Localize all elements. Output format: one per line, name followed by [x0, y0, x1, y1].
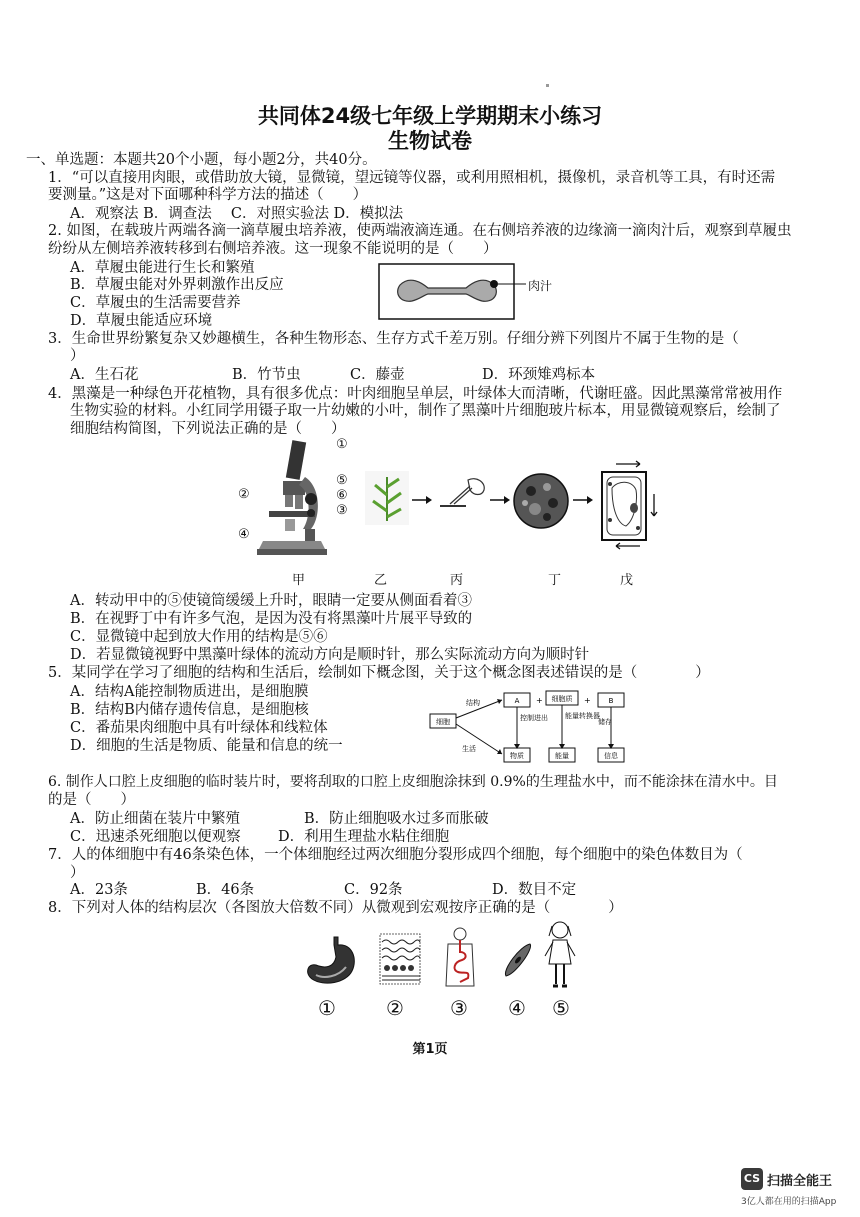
- concept-map: [428, 688, 638, 768]
- q6-stem-line1: 6. 制作人口腔上皮细胞的临时装片时，要将刮取的口腔上皮细胞涂抹到 0.9%的生理盐水中，而不能涂抹在清水中。目: [48, 774, 778, 790]
- q8-stem: 8．下列对人体的结构层次（各图放大倍数不同）从微观到宏观按序正确的是（ ）: [48, 900, 623, 916]
- num-4: ④: [238, 527, 250, 542]
- q3-option-b: B．竹节虫: [232, 367, 301, 383]
- q6-option-a: A．防止细菌在装片中繁殖: [70, 811, 240, 827]
- q1-stem-line1: 1．“可以直接用肉眼，或借助放大镜，显微镜，望远镜等仪器，或利用照相机，摄像机，录音机等工具，有时还需: [48, 170, 776, 186]
- q6-option-c: C．迅速杀死细胞以便观察: [70, 829, 241, 845]
- q3-stem-line2: ）: [70, 348, 85, 364]
- q7-option-d: D．数目不定: [492, 882, 577, 898]
- q2-stem-line1: 2. 如图，在载玻片两端各滴一滴草履虫培养液，使两端液滴连通。在右侧培养液的边缘滴一滴肉汁后，观察到草履虫: [48, 223, 792, 239]
- svg-text:储存: 储存: [598, 718, 612, 726]
- q3-option-a: A．生石花: [70, 367, 139, 383]
- q7-option-c: C．92条: [344, 882, 403, 898]
- num-5: ⑤: [336, 473, 348, 488]
- q4-option-a: A．转动甲中的⑤使镜筒缓缓上升时，眼睛一定要从侧面看着③: [70, 593, 472, 609]
- microscope-view-icon: [513, 473, 569, 529]
- q3-option-c: C．藤壶: [350, 367, 405, 383]
- svg-text:+: +: [536, 696, 543, 705]
- girl-icon: [543, 920, 577, 992]
- label-bing: 丙: [450, 573, 464, 588]
- svg-text:B: B: [608, 697, 614, 705]
- arrow-icon: [490, 495, 510, 505]
- q4-option-c: C．显微镜中起到放大作用的结构是⑤⑥: [70, 629, 328, 645]
- q5-stem: 5．某同学在学习了细胞的结构和生活后，绘制如下概念图，关于这个概念图表述错误的是（ ）: [48, 665, 710, 681]
- tissue-icon: [378, 932, 422, 986]
- page-mark: [546, 84, 549, 87]
- q7-option-b: B．46条: [196, 882, 255, 898]
- svg-text:能量: 能量: [555, 752, 569, 760]
- svg-text:结构: 结构: [466, 699, 480, 707]
- q5-option-b: B．结构B内储存遗传信息，是细胞核: [70, 702, 309, 718]
- svg-text:能量转换器: 能量转换器: [565, 712, 600, 720]
- q5-option-d: D．细胞的生活是物质、能量和信息的统一: [70, 738, 343, 754]
- q8-num-5: ⑤: [552, 996, 570, 1020]
- label-ding: 丁: [548, 573, 562, 588]
- q2-stem-line2: 纷纷从左侧培养液转移到右侧培养液。这一现象不能说明的是（ ）: [48, 241, 498, 257]
- svg-text:细胞: 细胞: [436, 718, 450, 726]
- q2-option-c: C．草履虫的生活需要营养: [70, 295, 241, 311]
- cell-icon: [500, 940, 536, 980]
- q5-option-a: A．结构A能控制物质进出，是细胞膜: [70, 684, 309, 700]
- plant-cell-icon: [596, 460, 660, 550]
- elodea-plant-icon: [365, 471, 409, 525]
- label-wu: 戊: [620, 573, 634, 588]
- exam-subtitle: 生物试卷: [388, 129, 472, 153]
- digestive-system-icon: [440, 926, 480, 990]
- label-jia: 甲: [292, 573, 306, 588]
- q8-num-1: ①: [318, 996, 336, 1020]
- camscanner-tagline: 3亿人都在用的扫描App: [741, 1197, 837, 1207]
- q1-stem-line2: 要测量。”这是对下面哪种科学方法的描述（ ）: [48, 187, 368, 203]
- page-number: 第1页: [412, 1042, 448, 1057]
- q3-option-d: D．环颈雉鸡标本: [482, 367, 596, 383]
- q7-stem-line2: ）: [70, 865, 85, 881]
- q5-option-c: C．番茄果肉细胞中具有叶绿体和线粒体: [70, 720, 328, 736]
- q4-stem-line3: 细胞结构简图，下列说法正确的是（ ）: [70, 421, 346, 437]
- q6-stem-line2: 的是（ ）: [48, 792, 135, 808]
- label-yi: 乙: [374, 573, 388, 588]
- q2-option-b: B．草履虫能对外界刺激作出反应: [70, 277, 284, 293]
- svg-text:物质: 物质: [510, 752, 524, 760]
- q7-stem-line1: 7．人的体细胞中有46条染色体，一个体细胞经过两次细胞分裂形成四个细胞，每个细胞中的染色体数目为（: [48, 847, 743, 863]
- q6-option-b: B．防止细胞吸水过多而胀破: [304, 811, 489, 827]
- num-2: ②: [238, 487, 250, 502]
- q8-num-4: ④: [508, 996, 526, 1020]
- q8-num-3: ③: [450, 996, 468, 1020]
- q1-options: A．观察法 B．调查法 C．对照实验法 D．模拟法: [70, 206, 404, 222]
- svg-text:控制进出: 控制进出: [520, 714, 548, 722]
- exam-title: 共同体24级七年级上学期期末小练习: [257, 104, 603, 128]
- q4-stem-line2: 生物实验的材料。小红同学用镊子取一片幼嫩的小叶，制作了黑藻叶片细胞玻片标本，用显微镜观察后，绘制了: [70, 403, 781, 419]
- arrow-icon: [412, 495, 432, 505]
- q2-option-d: D．草履虫能适应环境: [70, 313, 213, 329]
- stomach-icon: [302, 935, 360, 987]
- microscope-icon: [255, 437, 335, 562]
- meat-juice-label: 肉汁: [528, 279, 553, 293]
- svg-text:信息: 信息: [604, 752, 618, 760]
- camscanner-name: 扫描全能王: [767, 1174, 833, 1189]
- svg-text:+: +: [584, 696, 591, 705]
- q3-stem-line1: 3．生命世界纷繁复杂又妙趣横生，各种生物形态、生存方式千差万别。仔细分辨下列图片不属于生物的是（: [48, 331, 739, 347]
- q4-stem-line1: 4．黑藻是一种绿色开花植物，具有很多优点：叶肉细胞呈单层，叶绿体大而清晰，代谢旺盛。因此黑藻常常被用作: [48, 386, 783, 402]
- svg-text:A: A: [514, 697, 520, 705]
- camscanner-logo-icon: CS: [741, 1168, 763, 1190]
- svg-text:生活: 生活: [462, 745, 476, 753]
- tweezers-hand-icon: [436, 476, 488, 512]
- num-1: ①: [336, 437, 348, 452]
- svg-text:细胞质: 细胞质: [551, 695, 573, 703]
- q2-option-a: A．草履虫能进行生长和繁殖: [70, 260, 255, 276]
- q8-num-2: ②: [386, 996, 404, 1020]
- num-6: ⑥: [336, 488, 348, 503]
- arrow-icon: [573, 495, 593, 505]
- num-3: ③: [336, 503, 348, 518]
- q4-option-d: D．若显微镜视野中黑藻叶绿体的流动方向是顺时针，那么实际流动方向为顺时针: [70, 647, 590, 663]
- q6-option-d: D．利用生理盐水粘住细胞: [278, 829, 450, 845]
- q7-option-a: A．23条: [70, 882, 128, 898]
- section-heading: 一、单选题：本题共20个小题，每小题2分，共40分。: [26, 152, 377, 168]
- q4-option-b: B．在视野丁中有许多气泡，是因为没有将黑藻叶片展平导致的: [70, 611, 473, 627]
